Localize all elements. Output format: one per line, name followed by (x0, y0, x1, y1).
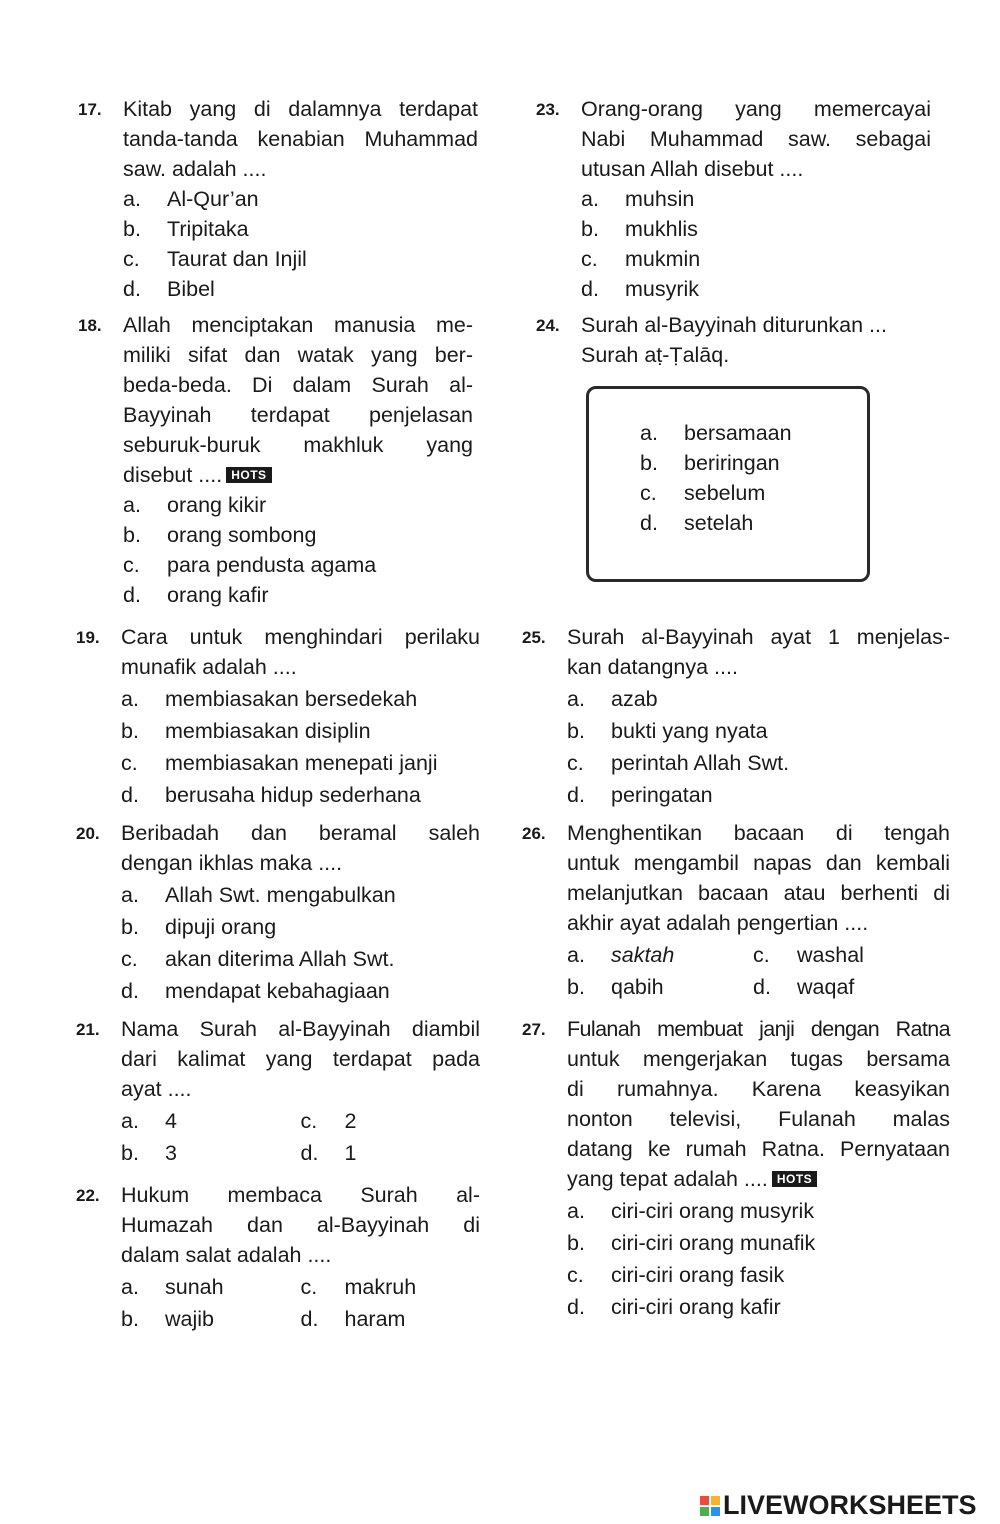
question-20 (76, 818, 480, 1006)
stem-line-text: yang tepat adalah .... (567, 1167, 768, 1191)
option-text: setelah (684, 511, 754, 535)
option-text: haram (344, 1307, 406, 1331)
option-row (567, 940, 950, 970)
option-text: 2 (344, 1109, 357, 1133)
option-text: para pendusta agama (167, 553, 377, 577)
option-d[interactable] (121, 780, 480, 810)
option-row (121, 1304, 480, 1334)
option-d[interactable] (123, 580, 473, 610)
option-letter: c. (123, 247, 140, 271)
stem-line: Surah aṭ-Ṭalāq. (581, 343, 730, 367)
stem-line: Fulanah membuat janji dengan Ratna (567, 1017, 950, 1041)
option-a[interactable] (121, 1272, 301, 1302)
question-number: 20. (76, 824, 100, 843)
option-text: 1 (344, 1141, 357, 1165)
option-text: saktah (611, 943, 675, 967)
logo-grid-icon (700, 1496, 720, 1516)
option-a[interactable] (567, 684, 950, 714)
question-18 (78, 310, 473, 610)
logo-square (700, 1507, 709, 1516)
question-21 (76, 1014, 480, 1168)
option-letter: a. (567, 943, 585, 967)
option-text: membiasakan menepati janji (165, 751, 438, 775)
option-row (567, 972, 950, 1002)
hots-badge: HOTS (226, 467, 271, 483)
option-d[interactable] (123, 274, 478, 304)
stem-line: kan datangnya .... (567, 655, 738, 679)
option-b[interactable] (567, 716, 950, 746)
option-text: Taurat dan Injil (167, 247, 307, 271)
option-c[interactable] (123, 550, 473, 580)
option-letter: c. (567, 751, 584, 775)
option-c[interactable] (121, 944, 480, 974)
option-letter: b. (123, 523, 141, 547)
stem-line-text: disebut .... (123, 463, 223, 487)
option-letter: a. (121, 883, 139, 907)
stem-line: di rumahnya. Karena keasyikan (567, 1077, 950, 1101)
question-number: 17. (78, 100, 102, 119)
option-c[interactable] (567, 1260, 950, 1290)
option-text: ciri-ciri orang fasik (611, 1263, 785, 1287)
option-b[interactable] (123, 214, 478, 244)
option-letter: b. (640, 451, 658, 475)
option-b[interactable] (581, 214, 931, 244)
option-text: sunah (165, 1275, 224, 1299)
question-stem (121, 818, 480, 878)
option-text: orang kafir (167, 583, 269, 607)
option-text: bersamaan (684, 421, 792, 445)
question-stem (581, 310, 931, 370)
stem-line: seburuk-buruk makhluk yang (123, 433, 473, 457)
option-c[interactable] (581, 244, 931, 274)
option-d[interactable] (567, 780, 950, 810)
option-letter: a. (567, 1199, 585, 1223)
stem-line: Surah al-Bayyinah ayat 1 menjelas- (567, 625, 950, 649)
option-letter: b. (121, 915, 139, 939)
option-d[interactable] (640, 508, 792, 538)
option-letter: b. (121, 1141, 139, 1165)
option-text: 3 (165, 1141, 177, 1165)
option-row (121, 1138, 480, 1168)
stem-line: Menghentikan bacaan di tengah (567, 821, 950, 845)
option-row (121, 1106, 480, 1136)
question-stem (581, 94, 931, 184)
option-letter: d. (753, 975, 771, 999)
logo-square (700, 1496, 709, 1505)
question-number: 23. (536, 100, 560, 119)
liveworksheets-logo (700, 1490, 977, 1521)
logo-square (711, 1507, 720, 1516)
option-letter: a. (121, 687, 139, 711)
stem-line: akhir ayat adalah pengertian .... (567, 911, 869, 935)
question-number: 27. (522, 1020, 546, 1039)
option-b[interactable] (567, 972, 753, 1002)
option-a[interactable] (567, 1196, 950, 1226)
question-23 (536, 94, 931, 304)
question-stem (567, 622, 950, 682)
option-c[interactable] (640, 478, 792, 508)
option-letter: a. (581, 187, 599, 211)
option-letter: c. (581, 247, 598, 271)
option-text: Allah Swt. mengabulkan (165, 883, 396, 907)
option-letter: d. (567, 783, 585, 807)
option-text: orang sombong (167, 523, 317, 547)
option-b[interactable] (121, 716, 480, 746)
option-letter: b. (567, 975, 585, 999)
option-letter: a. (640, 421, 658, 445)
stem-line: tanda-tanda kenabian Muhammad (123, 127, 478, 151)
stem-line: Nabi Muhammad saw. sebagai (581, 127, 931, 151)
question-stem (121, 1014, 480, 1104)
option-a[interactable] (567, 940, 753, 970)
option-letter: b. (567, 1231, 585, 1255)
option-d[interactable] (121, 976, 480, 1006)
question-24-options (640, 418, 792, 538)
option-a[interactable] (640, 418, 792, 448)
stem-line: Hukum membaca Surah al- (121, 1183, 480, 1207)
option-letter: c. (300, 1275, 318, 1299)
option-letter: c. (567, 1263, 584, 1287)
stem-line: utusan Allah disebut .... (581, 157, 804, 181)
question-stem (123, 310, 473, 490)
option-b[interactable] (640, 448, 792, 478)
stem-line: datang ke rumah Ratna. Pernyataan (567, 1137, 950, 1161)
question-stem (121, 1180, 480, 1270)
question-stem (121, 622, 480, 682)
option-d[interactable] (567, 1292, 950, 1322)
logo-text: LIVEWORKSHEETS (723, 1490, 977, 1520)
option-letter: a. (121, 1275, 139, 1299)
option-a[interactable] (123, 184, 478, 214)
option-letter: d. (123, 583, 141, 607)
option-text: ciri-ciri orang kafir (611, 1295, 781, 1319)
option-letter: c. (123, 553, 140, 577)
option-letter: c. (640, 481, 657, 505)
option-letter: a. (123, 187, 141, 211)
question-number: 24. (536, 316, 560, 335)
option-c[interactable] (301, 1106, 481, 1136)
stem-line: nonton televisi, Fulanah malas (567, 1107, 950, 1131)
question-24 (536, 310, 931, 370)
question-17 (78, 94, 478, 304)
option-letter: d. (300, 1307, 319, 1331)
stem-line: dengan ikhlas maka .... (121, 851, 343, 875)
option-text: qabih (611, 975, 664, 999)
question-22 (76, 1180, 480, 1334)
stem-line: Beribadah dan beramal saleh (121, 821, 480, 845)
option-text: orang kikir (167, 493, 267, 517)
option-text: Al-Qur’an (167, 187, 259, 211)
option-letter: a. (121, 1109, 139, 1133)
question-25 (522, 622, 950, 810)
option-text: wajib (165, 1307, 214, 1331)
option-text: dipuji orang (165, 915, 277, 939)
question-stem (123, 94, 478, 184)
option-b[interactable] (121, 1304, 301, 1334)
option-letter: b. (121, 1307, 139, 1331)
option-letter: b. (123, 217, 141, 241)
option-b[interactable] (567, 1228, 950, 1258)
question-stem (567, 1014, 950, 1194)
question-27 (522, 1014, 950, 1322)
option-text: Tripitaka (167, 217, 249, 241)
question-number: 21. (76, 1020, 100, 1039)
option-text: beriringan (684, 451, 780, 475)
question-number: 26. (522, 824, 546, 843)
option-d[interactable] (301, 1138, 481, 1168)
stem-line: miliki sifat dan watak yang ber- (123, 343, 473, 367)
option-text: akan diterima Allah Swt. (165, 947, 395, 971)
stem-line: Kitab yang di dalamnya terdapat (123, 97, 478, 121)
option-letter: b. (567, 719, 585, 743)
stem-line: Cara untuk menghindari perilaku (121, 625, 480, 649)
option-text: membiasakan bersedekah (165, 687, 418, 711)
option-letter: d. (567, 1295, 585, 1319)
stem-line: Allah menciptakan manusia me- (123, 313, 473, 337)
option-b[interactable] (121, 912, 480, 942)
stem-line: Humazah dan al-Bayyinah di (121, 1213, 480, 1237)
option-a[interactable] (121, 684, 480, 714)
stem-line: dalam salat adalah .... (121, 1243, 332, 1267)
option-letter: d. (581, 277, 599, 301)
hots-badge: HOTS (772, 1171, 817, 1187)
option-letter: d. (640, 511, 658, 535)
option-letter: b. (581, 217, 599, 241)
stem-line: dari kalimat yang terdapat pada (121, 1047, 480, 1071)
option-letter: c. (121, 947, 138, 971)
option-text: mendapat kebahagiaan (165, 979, 390, 1003)
option-letter: c. (300, 1109, 318, 1133)
option-d[interactable] (753, 972, 939, 1002)
option-letter: a. (123, 493, 141, 517)
option-text: 4 (165, 1109, 177, 1133)
stem-line (567, 1164, 950, 1194)
stem-line: Orang-orang yang memercayai (581, 97, 931, 121)
question-number: 18. (78, 316, 102, 335)
stem-line: beda-beda. Di dalam Surah al- (123, 373, 473, 397)
option-letter: d. (121, 979, 139, 1003)
option-text: ciri-ciri orang munafik (611, 1231, 816, 1255)
option-text: berusaha hidup sederhana (165, 783, 421, 807)
option-text: musyrik (625, 277, 700, 301)
option-text: mukhlis (625, 217, 698, 241)
option-c[interactable] (121, 748, 480, 778)
option-c[interactable] (567, 748, 950, 778)
stem-line: munafik adalah .... (121, 655, 297, 679)
option-row (121, 1272, 480, 1302)
option-letter: c. (753, 943, 770, 967)
option-text: bukti yang nyata (611, 719, 768, 743)
option-letter: d. (300, 1141, 319, 1165)
option-text: muhsin (625, 187, 695, 211)
option-letter: b. (121, 719, 139, 743)
option-d[interactable] (581, 274, 931, 304)
question-19 (76, 622, 480, 810)
option-text: makruh (344, 1275, 417, 1299)
option-text: azab (611, 687, 658, 711)
stem-line: Nama Surah al-Bayyinah diambil (121, 1017, 480, 1041)
stem-line: Bayyinah terdapat penjelasan (123, 403, 473, 427)
question-26 (522, 818, 950, 1002)
option-text: ciri-ciri orang musyrik (611, 1199, 815, 1223)
option-text: perintah Allah Swt. (611, 751, 790, 775)
option-d[interactable] (301, 1304, 481, 1334)
stem-line: melanjutkan bacaan atau berhenti di (567, 881, 950, 905)
option-text: washal (797, 943, 864, 967)
stem-line: untuk mengambil napas dan kembali (567, 851, 950, 875)
option-letter: a. (567, 687, 585, 711)
option-text: sebelum (684, 481, 766, 505)
option-c[interactable] (123, 244, 478, 274)
stem-line: Surah al-Bayyinah diturunkan ... (581, 313, 887, 337)
option-c[interactable] (301, 1272, 481, 1302)
option-text: waqaf (797, 975, 855, 999)
stem-line (123, 460, 473, 490)
question-number: 22. (76, 1186, 100, 1205)
option-c[interactable] (753, 940, 939, 970)
option-text: mukmin (625, 247, 701, 271)
option-text: membiasakan disiplin (165, 719, 371, 743)
stem-line: saw. adalah .... (123, 157, 267, 181)
option-b[interactable] (121, 1138, 301, 1168)
option-text: peringatan (611, 783, 713, 807)
stem-line: untuk mengerjakan tugas bersama (567, 1047, 950, 1071)
question-stem (567, 818, 950, 938)
option-letter: d. (121, 783, 139, 807)
option-text: Bibel (167, 277, 215, 301)
option-letter: d. (123, 277, 141, 301)
option-b[interactable] (123, 520, 473, 550)
option-letter: c. (121, 751, 138, 775)
question-number: 19. (76, 628, 100, 647)
option-a[interactable] (121, 1106, 301, 1136)
question-number: 25. (522, 628, 546, 647)
option-a[interactable] (581, 184, 931, 214)
logo-square (711, 1496, 720, 1505)
option-a[interactable] (121, 880, 480, 910)
option-a[interactable] (123, 490, 473, 520)
stem-line: ayat .... (121, 1077, 192, 1101)
